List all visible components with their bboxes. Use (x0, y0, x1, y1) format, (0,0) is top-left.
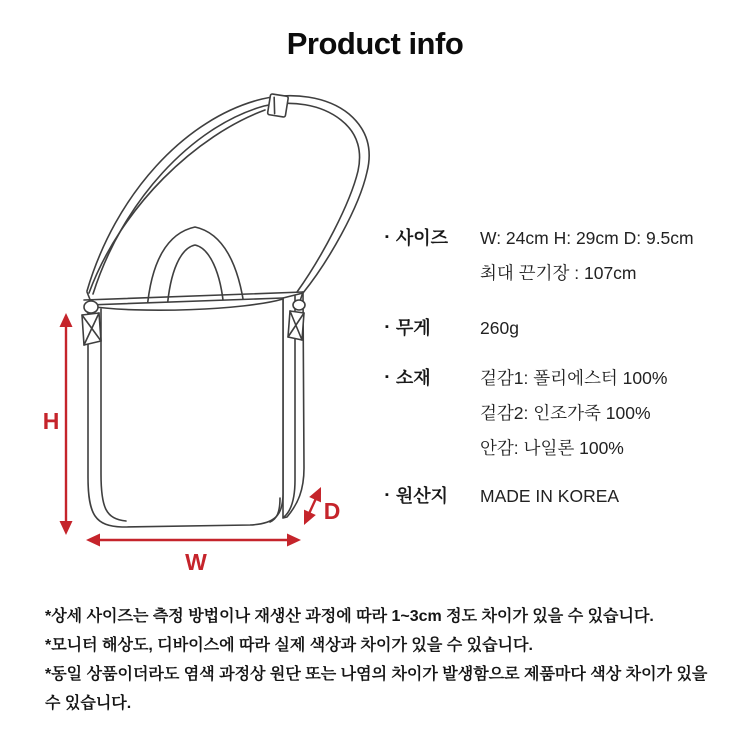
disclaimer-notes (45, 602, 717, 718)
depth-dim-label: D (323, 498, 341, 524)
square-bullet-icon: ▪ (385, 321, 389, 333)
spec-values-weight (480, 311, 725, 346)
spec-row-size (385, 221, 725, 291)
spec-label-origin (385, 479, 480, 514)
material-outer1-value: 겉감1: 폴리에스터 100% (480, 368, 668, 388)
material-outer2-value: 겉감2: 인조가죽 100% (480, 403, 651, 423)
spec-values-origin (480, 479, 725, 514)
spec-label-size (385, 221, 480, 256)
spec-label-text: 원산지 (395, 486, 449, 506)
width-arrow (86, 534, 301, 576)
weight-value: 260g (480, 318, 519, 338)
spec-label-text: 사이즈 (395, 228, 449, 248)
square-bullet-icon: ▪ (385, 489, 389, 501)
disclaimer-color-note: *모니터 해상도, 디바이스에 따라 실제 색상과 차이가 있을 수 있습니다. (45, 637, 533, 654)
spec-label-weight (385, 311, 480, 346)
spec-row-weight (385, 311, 725, 346)
depth-arrow (298, 484, 340, 527)
shoulder-strap (87, 96, 369, 294)
material-lining-value: 안감: 나일론 100% (480, 438, 624, 458)
spec-values-material (480, 361, 725, 466)
height-arrow (43, 313, 73, 535)
bag-front-panel (88, 298, 283, 527)
height-dim-label: H (42, 408, 60, 434)
spec-label-text: 소재 (395, 368, 431, 388)
square-bullet-icon: ▪ (385, 371, 389, 383)
spec-label-text: 무게 (395, 318, 431, 338)
origin-value: MADE IN KOREA (480, 486, 620, 506)
width-dim-label: W (185, 549, 207, 575)
strap-slider-icon (267, 94, 288, 118)
spec-list (385, 221, 725, 514)
bag-diagram (30, 65, 390, 595)
spec-row-material (385, 361, 725, 466)
spec-row-origin (385, 479, 725, 514)
square-bullet-icon: ▪ (385, 231, 389, 243)
spec-label-material (385, 361, 480, 396)
disclaimer-size-note: *상세 사이즈는 측정 방법이나 재생산 과정에 따라 1~3cm 정도 차이가 있을 수 있습니다. (45, 608, 654, 625)
size-strap-length-value: 최대 끈기장 : 107cm (480, 263, 637, 283)
page-title: Product info (286, 26, 464, 61)
disclaimer-dye-note: *동일 상품이더라도 염색 과정상 원단 또는 나염의 차이가 발생함으로 제품마다 색상 차이가 있을 수 있습니다. (45, 666, 708, 712)
spec-values-size (480, 221, 725, 291)
size-dimensions-value: W: 24cm H: 29cm D: 9.5cm (480, 228, 694, 248)
